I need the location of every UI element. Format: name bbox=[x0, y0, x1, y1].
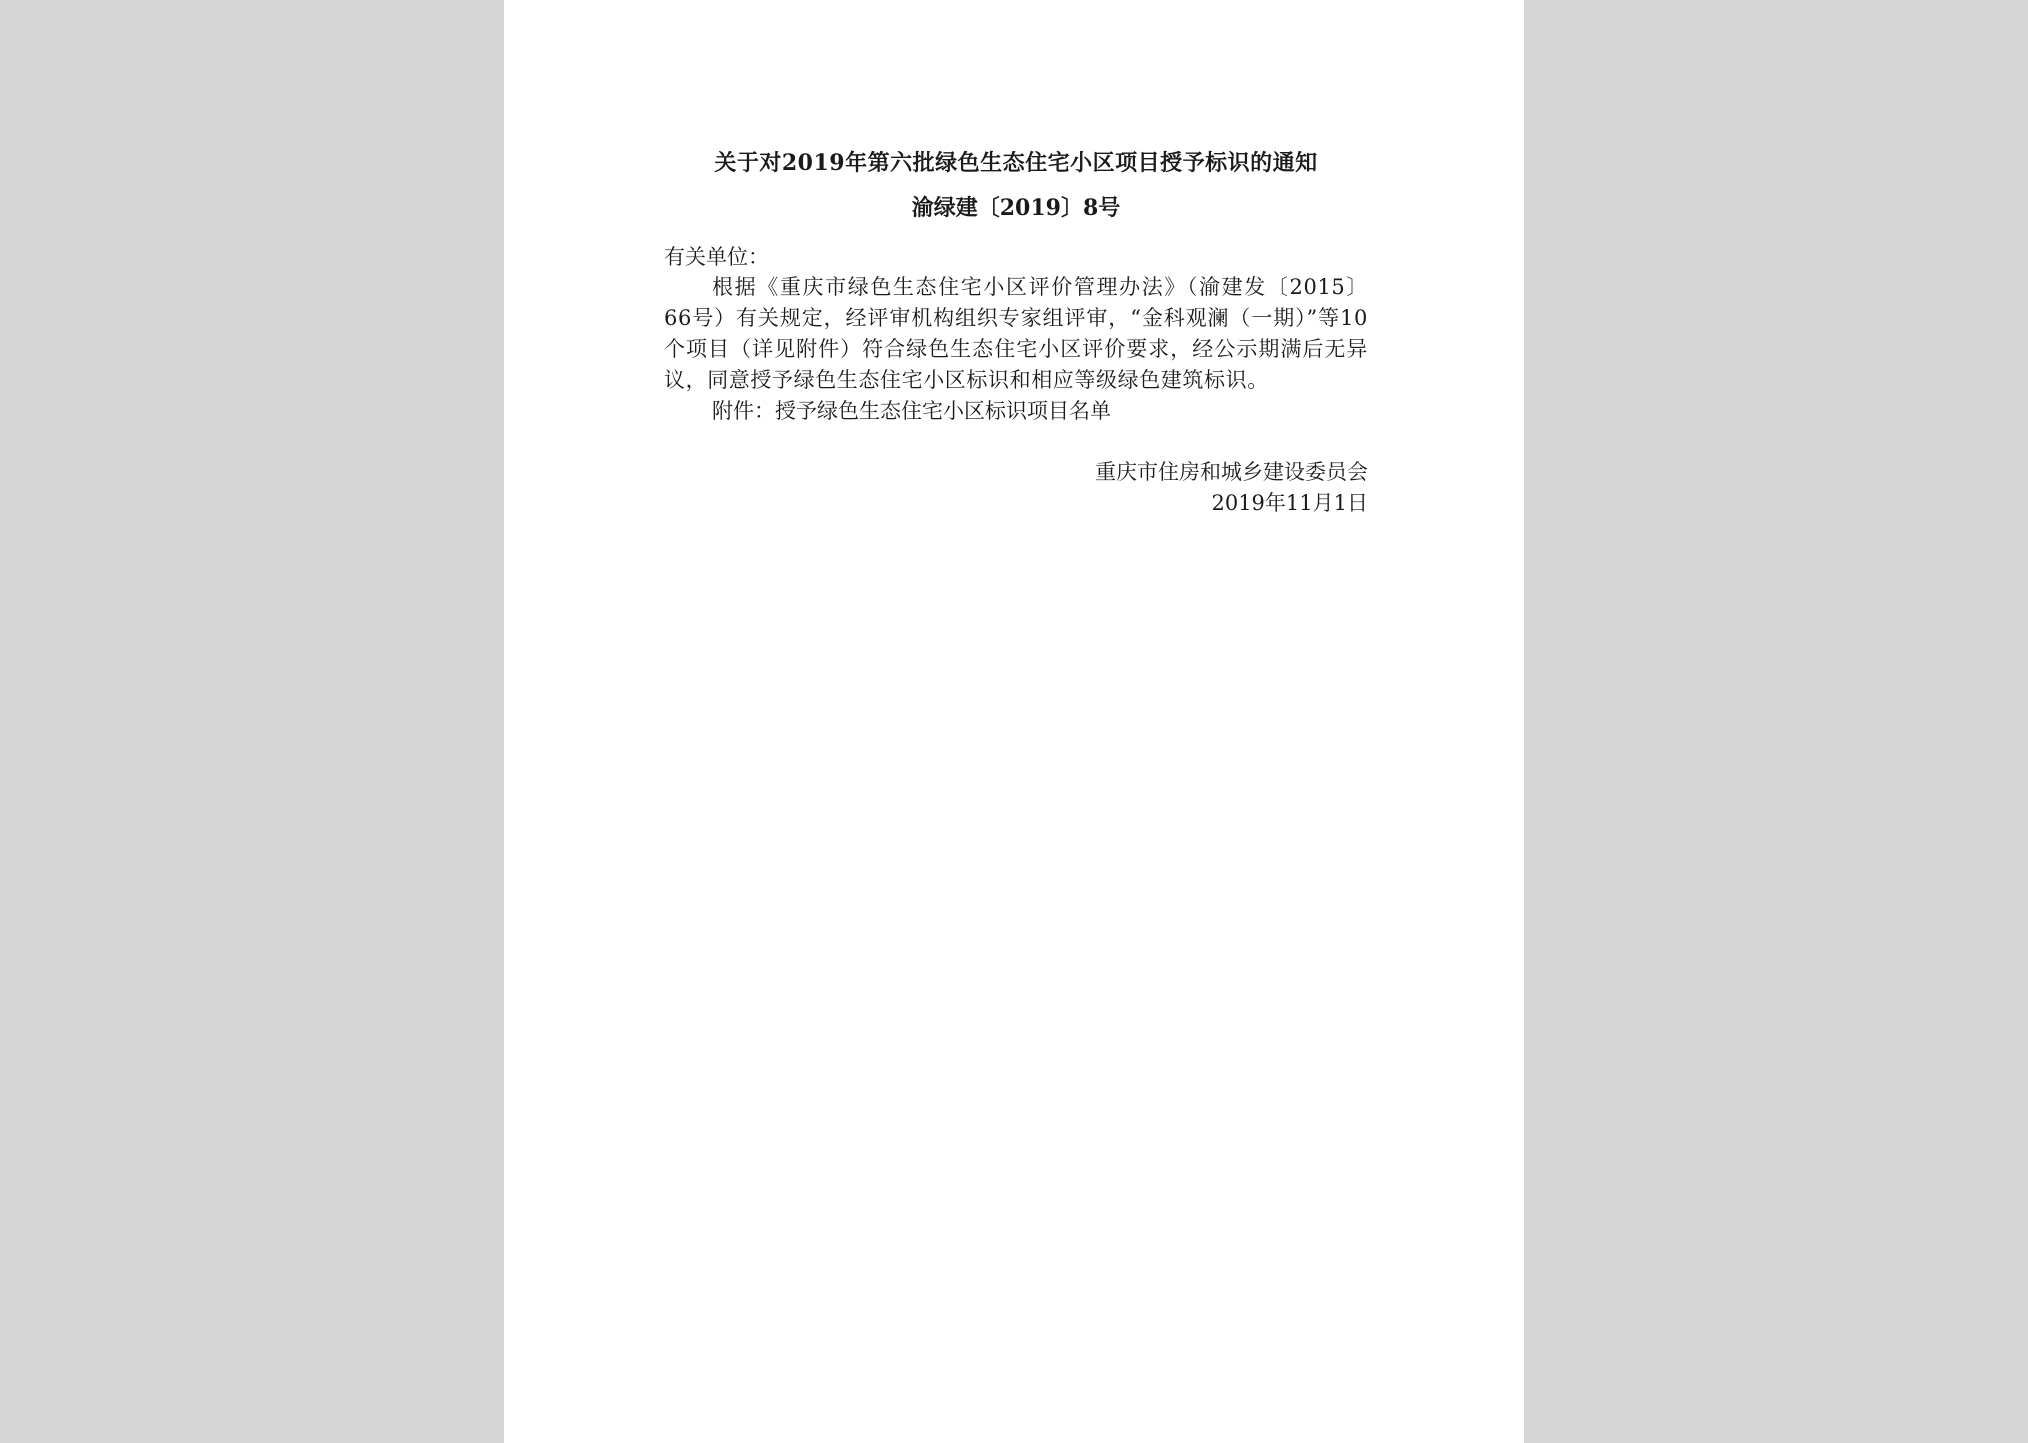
document-title: 关于对2019年第六批绿色生态住宅小区项目授予标识的通知 bbox=[714, 150, 1318, 176]
signature-block bbox=[664, 457, 1368, 519]
document-page bbox=[504, 0, 1524, 1443]
issue-date: 2019年11月1日 bbox=[1211, 491, 1368, 515]
body-paragraph: 根据《重庆市绿色生态住宅小区评价管理办法》（渝建发〔2015〕66号）有关规定，经评审机构组织专家组评审，“金科观澜（一期）”等10个项目（详见附件）符合绿色生态住宅小区评价要求，经公示期满后无异议，同意授予绿色生态住宅小区标识和相应等级绿色建筑标识。 bbox=[664, 275, 1368, 392]
document-number: 渝绿建〔2019〕8号 bbox=[911, 195, 1121, 221]
attachment-line: 附件：授予绿色生态住宅小区标识项目名单 bbox=[712, 399, 1111, 423]
issuer-name: 重庆市住房和城乡建设委员会 bbox=[1095, 460, 1368, 484]
page-content bbox=[664, 140, 1368, 519]
salutation: 有关单位： bbox=[664, 245, 769, 269]
